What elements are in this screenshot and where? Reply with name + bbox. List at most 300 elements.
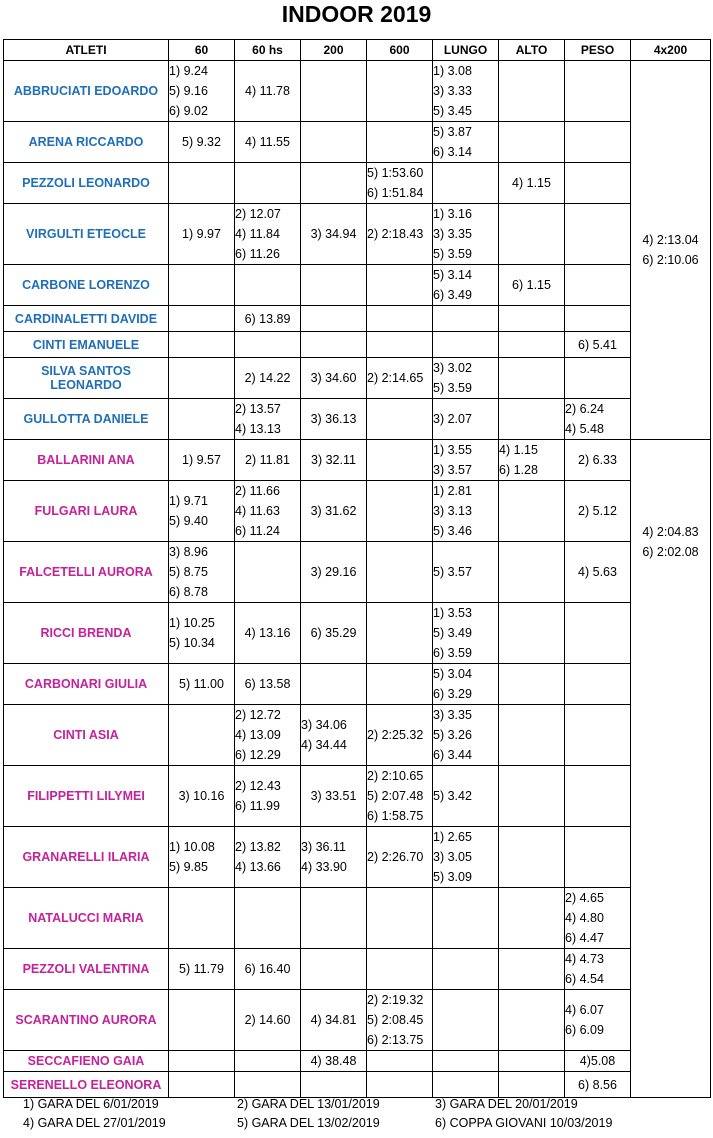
result-value: 5) 3.09	[433, 870, 472, 884]
result-value: 6) 3.44	[433, 748, 472, 762]
cell-60hs	[235, 766, 301, 827]
relay-value: 4) 2:13.04	[642, 233, 699, 247]
col-header-lungo: LUNGO	[433, 40, 499, 61]
cell-lungo	[433, 1051, 499, 1072]
cell-200	[301, 705, 367, 766]
result-value: 3) 34.06	[301, 718, 347, 732]
result-value: 1) 2.65	[433, 830, 472, 844]
cell-alto	[499, 766, 565, 827]
cell-lungo	[433, 603, 499, 664]
cell-200	[301, 542, 367, 603]
cell-600	[367, 949, 433, 990]
result-value: 2) 5.12	[578, 504, 617, 518]
result-value: 6) 11.26	[235, 247, 280, 261]
cell-alto	[499, 399, 565, 440]
cell-alto	[499, 61, 565, 122]
result-value: 2) 2:25.32	[367, 728, 424, 742]
athlete-row	[4, 399, 711, 440]
result-value: 5) 9.40	[169, 514, 208, 528]
cell-200	[301, 358, 367, 399]
result-value: 1) 10.08	[169, 840, 215, 854]
cell-60	[169, 827, 235, 888]
cell-60hs	[235, 399, 301, 440]
cell-lungo	[433, 664, 499, 705]
result-value: 1) 3.16	[433, 207, 472, 221]
athlete-row	[4, 306, 711, 332]
result-value: 6) 11.99	[235, 799, 280, 813]
result-value: 4) 13.66	[235, 860, 281, 874]
cell-60	[169, 265, 235, 306]
athlete-name: FALCETELLI AURORA	[4, 542, 169, 603]
result-value: 2) 2:26.70	[367, 850, 424, 864]
cell-60hs	[235, 1051, 301, 1072]
athlete-row	[4, 705, 711, 766]
col-header-60hs: 60 hs	[235, 40, 301, 61]
athlete-row	[4, 766, 711, 827]
cell-60hs	[235, 827, 301, 888]
cell-60	[169, 332, 235, 358]
cell-alto	[499, 827, 565, 888]
result-value: 5) 3.57	[433, 565, 472, 579]
cell-60hs	[235, 705, 301, 766]
result-value: 6) 9.02	[169, 104, 208, 118]
athlete-row	[4, 332, 711, 358]
col-header-atleti: ATLETI	[4, 40, 169, 61]
athlete-row	[4, 61, 711, 122]
cell-60	[169, 664, 235, 705]
result-value: 3) 3.13	[433, 504, 472, 518]
result-value: 6) 1:58.75	[367, 809, 424, 823]
cell-200	[301, 664, 367, 705]
cell-600	[367, 332, 433, 358]
cell-peso	[565, 664, 631, 705]
result-value: 5) 3.45	[433, 104, 472, 118]
cell-alto	[499, 949, 565, 990]
legend-item: 4) GARA DEL 27/01/2019	[23, 1116, 166, 1130]
cell-alto	[499, 265, 565, 306]
cell-600	[367, 306, 433, 332]
cell-peso	[565, 888, 631, 949]
cell-200	[301, 399, 367, 440]
cell-alto	[499, 332, 565, 358]
cell-60	[169, 766, 235, 827]
result-value: 3) 36.11	[301, 840, 346, 854]
cell-600	[367, 163, 433, 204]
cell-60hs	[235, 664, 301, 705]
cell-peso	[565, 705, 631, 766]
cell-60hs	[235, 332, 301, 358]
cell-peso	[565, 827, 631, 888]
cell-200	[301, 306, 367, 332]
cell-600	[367, 542, 433, 603]
cell-lungo	[433, 542, 499, 603]
result-value: 4) 34.44	[301, 738, 347, 752]
cell-60	[169, 949, 235, 990]
result-value: 5) 3.14	[433, 268, 472, 282]
cell-alto	[499, 1051, 565, 1072]
cell-peso	[565, 163, 631, 204]
athlete-row	[4, 358, 711, 399]
athlete-name: RICCI BRENDA	[4, 603, 169, 664]
athlete-row	[4, 664, 711, 705]
result-value: 2) 13.82	[235, 840, 281, 854]
cell-lungo	[433, 122, 499, 163]
cell-200	[301, 61, 367, 122]
result-value: 6) 1.15	[512, 278, 551, 292]
athlete-name: BALLARINI ANA	[4, 440, 169, 481]
result-value: 5) 3.46	[433, 524, 472, 538]
cell-60hs	[235, 990, 301, 1051]
athlete-name: VIRGULTI ETEOCLE	[4, 204, 169, 265]
result-value: 5) 3.42	[433, 789, 472, 803]
result-value: 6) 5.41	[578, 337, 617, 352]
cell-600	[367, 122, 433, 163]
result-value: 4) 4.80	[565, 911, 604, 925]
result-value: 4) 38.48	[310, 1054, 357, 1068]
athlete-row	[4, 888, 711, 949]
athlete-name: CARBONE LORENZO	[4, 265, 169, 306]
result-value: 3) 29.16	[310, 565, 357, 579]
cell-200	[301, 265, 367, 306]
athlete-name: GRANARELLI ILARIA	[4, 827, 169, 888]
result-value: 3) 34.94	[310, 227, 357, 241]
result-value: 2) 12.07	[235, 207, 281, 221]
result-value: 3) 8.96	[169, 545, 208, 559]
athlete-name: SCARANTINO AURORA	[4, 990, 169, 1051]
result-value: 6) 3.29	[433, 687, 472, 701]
cell-600	[367, 399, 433, 440]
cell-200	[301, 481, 367, 542]
result-value: 2) 6.33	[578, 453, 617, 467]
cell-600	[367, 705, 433, 766]
page-title: INDOOR 2019	[281, 1, 432, 27]
result-value: 3) 3.05	[433, 850, 472, 864]
result-value: 6) 4.54	[565, 972, 604, 986]
athlete-name: ARENA RICCARDO	[4, 122, 169, 163]
cell-60hs	[235, 603, 301, 664]
result-value: 3) 3.57	[433, 463, 472, 477]
header-row	[4, 40, 711, 61]
result-value: 2) 4.65	[565, 891, 604, 905]
cell-lungo	[433, 705, 499, 766]
cell-lungo	[433, 766, 499, 827]
result-value: 1) 3.53	[433, 606, 472, 620]
cell-alto	[499, 888, 565, 949]
legend-item: 1) GARA DEL 6/01/2019	[23, 1097, 159, 1111]
cell-alto	[499, 705, 565, 766]
result-value: 6) 11.24	[235, 524, 280, 538]
result-value: 4) 13.09	[235, 728, 281, 742]
result-value: 3) 3.35	[433, 227, 472, 241]
result-value: 3) 3.02	[433, 361, 472, 375]
cell-lungo	[433, 990, 499, 1051]
result-value: 6) 8.56	[578, 1077, 617, 1092]
cell-60hs	[235, 163, 301, 204]
cell-200	[301, 163, 367, 204]
cell-alto	[499, 122, 565, 163]
athlete-row	[4, 949, 711, 990]
result-value: 1) 9.57	[182, 453, 221, 467]
cell-peso	[565, 306, 631, 332]
cell-60hs	[235, 204, 301, 265]
athlete-name: PEZZOLI LEONARDO	[4, 163, 169, 204]
result-value: 3) 31.62	[310, 504, 357, 518]
legend-item: 3) GARA DEL 20/01/2019	[435, 1097, 578, 1111]
result-value: 2) 2:18.43	[367, 227, 424, 241]
result-value: 5) 9.32	[182, 135, 221, 149]
result-value: 6) 16.40	[244, 962, 291, 976]
result-value: 6) 13.89	[244, 311, 291, 326]
result-value: 3) 3.35	[433, 708, 472, 722]
cell-60hs	[235, 265, 301, 306]
col-header-peso: PESO	[565, 40, 631, 61]
cell-60hs	[235, 358, 301, 399]
cell-peso	[565, 542, 631, 603]
cell-600	[367, 766, 433, 827]
result-value: 4) 11.55	[245, 135, 290, 149]
result-value: 6) 2:13.75	[367, 1033, 424, 1047]
result-value: 1) 9.24	[169, 64, 208, 78]
result-value: 6) 13.58	[244, 677, 291, 691]
result-value: 5) 10.34	[169, 636, 215, 650]
cell-200	[301, 1051, 367, 1072]
athlete-row	[4, 122, 711, 163]
cell-60	[169, 990, 235, 1051]
cell-60	[169, 122, 235, 163]
cell-60hs	[235, 306, 301, 332]
cell-alto	[499, 163, 565, 204]
cell-600	[367, 265, 433, 306]
cell-peso	[565, 204, 631, 265]
result-value: 3) 34.60	[310, 371, 357, 385]
athlete-name: SECCAFIENO GAIA	[4, 1051, 169, 1072]
result-value: 3) 10.16	[178, 789, 225, 803]
athlete-row	[4, 603, 711, 664]
result-value: 3) 33.51	[310, 789, 357, 803]
cell-200	[301, 766, 367, 827]
result-value: 4) 11.63	[235, 504, 280, 518]
cell-peso	[565, 440, 631, 481]
legend-item: 2) GARA DEL 13/01/2019	[237, 1097, 380, 1111]
cell-lungo	[433, 163, 499, 204]
cell-alto	[499, 358, 565, 399]
col-header-200: 200	[301, 40, 367, 61]
cell-peso	[565, 766, 631, 827]
cell-600	[367, 990, 433, 1051]
result-value: 5) 3.04	[433, 667, 472, 681]
cell-peso	[565, 332, 631, 358]
cell-alto	[499, 603, 565, 664]
cell-peso	[565, 603, 631, 664]
cell-60	[169, 306, 235, 332]
athlete-row	[4, 163, 711, 204]
cell-alto	[499, 440, 565, 481]
cell-200	[301, 949, 367, 990]
result-value: 4)5.08	[579, 1054, 616, 1068]
cell-60hs	[235, 61, 301, 122]
cell-alto	[499, 990, 565, 1051]
cell-peso	[565, 358, 631, 399]
result-value: 3) 32.11	[311, 453, 356, 467]
result-value: 1) 9.97	[182, 227, 221, 241]
cell-60hs	[235, 481, 301, 542]
athlete-name: FILIPPETTI LILYMEI	[4, 766, 169, 827]
legend	[0, 1094, 713, 1138]
athlete-row	[4, 204, 711, 265]
result-value: 6) 3.59	[433, 646, 472, 660]
result-value: 5) 2:08.45	[367, 1013, 424, 1027]
cell-alto	[499, 664, 565, 705]
cell-peso	[565, 399, 631, 440]
result-value: 4) 6.07	[565, 1003, 604, 1017]
cell-600	[367, 664, 433, 705]
result-value: 2) 14.22	[244, 371, 291, 385]
result-value: 2) 13.57	[235, 402, 281, 416]
result-value: 2) 2:14.65	[367, 371, 424, 385]
athlete-row	[4, 481, 711, 542]
result-value: 4) 13.16	[244, 626, 291, 640]
result-value: 1) 3.55	[433, 443, 472, 457]
result-value: 4) 33.90	[301, 860, 347, 874]
cell-60	[169, 481, 235, 542]
cell-lungo	[433, 888, 499, 949]
result-value: 2) 14.60	[244, 1013, 291, 1027]
relay-value: 4) 2:04.83	[642, 525, 699, 539]
cell-lungo	[433, 204, 499, 265]
result-value: 6) 1.28	[499, 463, 538, 477]
result-value: 6) 6.09	[565, 1023, 604, 1037]
cell-600	[367, 827, 433, 888]
result-value: 5) 9.85	[169, 860, 208, 874]
cell-lungo	[433, 481, 499, 542]
result-value: 5) 9.16	[169, 84, 208, 98]
cell-lungo	[433, 265, 499, 306]
result-value: 5) 11.00	[179, 677, 224, 691]
cell-60	[169, 603, 235, 664]
result-value: 4) 11.78	[245, 84, 290, 98]
athlete-name: NATALUCCI MARIA	[4, 888, 169, 949]
cell-peso	[565, 1051, 631, 1072]
cell-peso	[565, 61, 631, 122]
result-value: 6) 3.49	[433, 288, 472, 302]
result-value: 6) 1:51.84	[367, 186, 424, 200]
result-value: 5) 2:07.48	[367, 789, 424, 803]
cell-60hs	[235, 542, 301, 603]
result-value: 4) 11.84	[235, 227, 280, 241]
result-value: 2) 12.72	[235, 708, 281, 722]
cell-600	[367, 61, 433, 122]
result-value: 3) 2.07	[433, 412, 472, 426]
athlete-name: CINTI EMANUELE	[4, 332, 169, 358]
result-value: 4) 1.15	[512, 176, 551, 190]
cell-60	[169, 163, 235, 204]
cell-alto	[499, 204, 565, 265]
athlete-row	[4, 827, 711, 888]
cell-60	[169, 1051, 235, 1072]
col-header-60: 60	[169, 40, 235, 61]
result-value: 5) 3.87	[433, 125, 472, 139]
relay-value: 6) 2:02.08	[642, 545, 699, 559]
col-header-600: 600	[367, 40, 433, 61]
cell-600	[367, 888, 433, 949]
legend-item: 5) GARA DEL 13/02/2019	[237, 1116, 380, 1130]
result-value: 5) 3.59	[433, 247, 472, 261]
cell-lungo	[433, 827, 499, 888]
result-value: 6) 8.78	[169, 585, 208, 599]
cell-200	[301, 603, 367, 664]
athlete-row	[4, 265, 711, 306]
cell-600	[367, 204, 433, 265]
cell-alto	[499, 306, 565, 332]
result-value: 1) 3.08	[433, 64, 472, 78]
athlete-name: CARDINALETTI DAVIDE	[4, 306, 169, 332]
athlete-name: PEZZOLI VALENTINA	[4, 949, 169, 990]
result-value: 2) 2:10.65	[367, 769, 424, 783]
cell-lungo	[433, 358, 499, 399]
cell-60hs	[235, 888, 301, 949]
cell-60hs	[235, 122, 301, 163]
cell-peso	[565, 481, 631, 542]
athlete-name: GULLOTTA DANIELE	[4, 399, 169, 440]
cell-peso	[565, 265, 631, 306]
result-value: 5) 11.79	[179, 962, 224, 976]
cell-peso	[565, 949, 631, 990]
result-value: 5) 1:53.60	[367, 166, 424, 180]
cell-200	[301, 827, 367, 888]
cell-lungo	[433, 332, 499, 358]
result-value: 2) 2:19.32	[367, 993, 424, 1007]
results-body	[4, 61, 711, 1098]
cell-200	[301, 888, 367, 949]
athlete-row	[4, 990, 711, 1051]
cell-60	[169, 440, 235, 481]
cell-200	[301, 204, 367, 265]
cell-60	[169, 888, 235, 949]
athlete-name: ABBRUCIATI EDOARDO	[4, 61, 169, 122]
relay-male-cell	[631, 61, 711, 440]
cell-lungo	[433, 306, 499, 332]
cell-600	[367, 440, 433, 481]
result-value: 4) 5.48	[565, 422, 604, 436]
cell-600	[367, 358, 433, 399]
cell-60	[169, 705, 235, 766]
legend-item: 6) COPPA GIOVANI 10/03/2019	[435, 1116, 613, 1130]
result-value: 4) 34.81	[310, 1013, 357, 1027]
col-header-alto: ALTO	[499, 40, 565, 61]
athlete-row	[4, 440, 711, 481]
cell-peso	[565, 990, 631, 1051]
athlete-name: SILVA SANTOS LEONARDO	[4, 358, 169, 399]
athlete-name: FULGARI LAURA	[4, 481, 169, 542]
result-value: 6) 35.29	[310, 626, 357, 640]
cell-60hs	[235, 949, 301, 990]
cell-60	[169, 358, 235, 399]
result-value: 2) 12.43	[235, 779, 281, 793]
cell-60	[169, 204, 235, 265]
cell-600	[367, 481, 433, 542]
result-value: 6) 4.47	[565, 931, 604, 945]
result-value: 6) 3.14	[433, 145, 472, 159]
results-table	[3, 39, 711, 1098]
cell-600	[367, 1051, 433, 1072]
result-value: 2) 11.66	[235, 484, 280, 498]
cell-lungo	[433, 61, 499, 122]
result-value: 4) 4.73	[565, 952, 604, 966]
cell-60	[169, 61, 235, 122]
athlete-name: CARBONARI GIULIA	[4, 664, 169, 705]
athlete-name: SERENELLO ELEONORA	[4, 1072, 169, 1098]
cell-200	[301, 122, 367, 163]
